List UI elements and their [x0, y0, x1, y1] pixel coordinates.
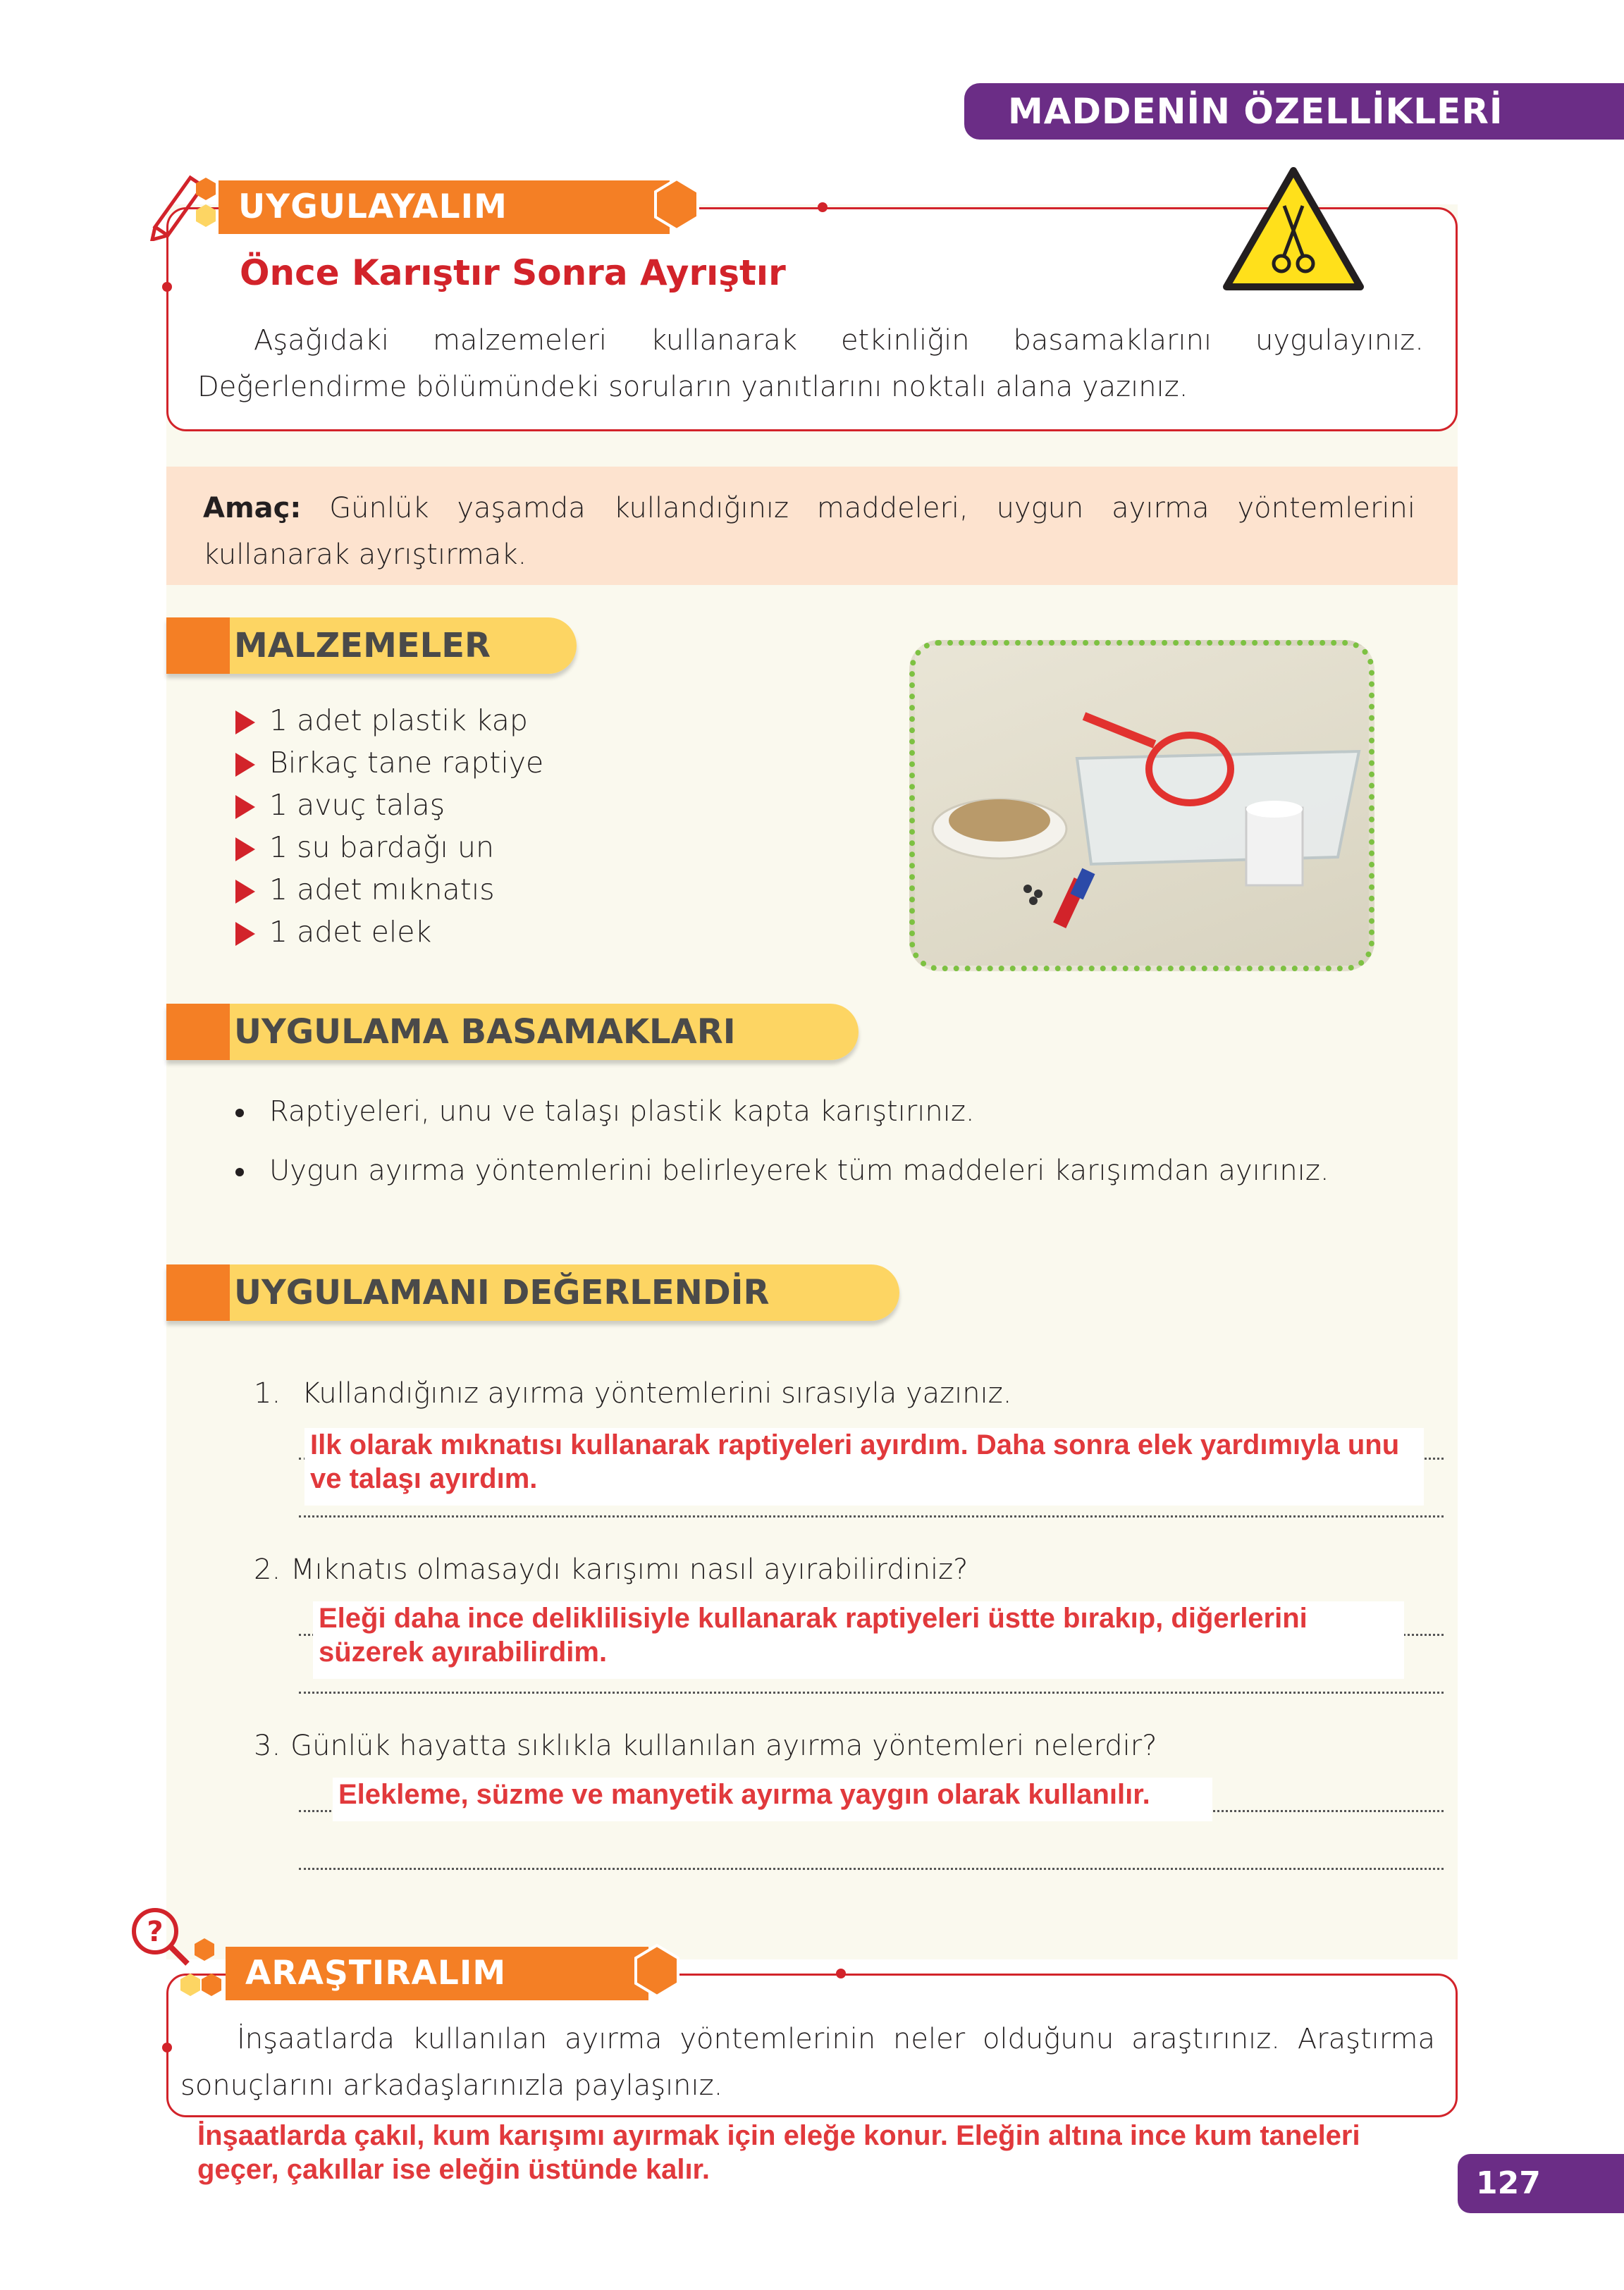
materials-illustration — [915, 646, 1369, 966]
answer-2: Eleği daha ince deliklilisiyle kullanarak raptiyeleri üstte bırakıp, diğerlerini süzerek ayırabilirdim. — [313, 1601, 1404, 1679]
frame-accent-dot — [162, 2043, 172, 2052]
malzemeler-heading-label: MALZEMELER — [234, 626, 491, 665]
arastiralim-ribbon: ARAŞTIRALIM — [226, 1947, 648, 2000]
triangle-bullet-icon — [235, 795, 255, 819]
question-number: 2. — [254, 1553, 281, 1586]
triangle-bullet-icon — [235, 880, 255, 904]
arastiralim-text: İnşaatlarda kullanılan ayırma yöntemlerinin neler olduğunu araştırınız. Araştırma sonuçlarını arkadaşlarınızla paylaşınız. — [180, 2023, 1435, 2102]
list-item: Uygun ayırma yöntemlerini belirleyerek tüm maddeleri karışımdan ayırınız. — [235, 1147, 1329, 1194]
list-item: 1 avuç talaş — [235, 784, 543, 826]
page-number: 127 — [1458, 2154, 1624, 2213]
answer-line — [299, 1515, 1444, 1518]
list-item: Birkaç tane raptiye — [235, 741, 543, 784]
frame-accent-dot — [818, 202, 828, 212]
question-number: 3. — [254, 1730, 281, 1762]
degerlendir-heading-label: UYGULAMANI DEĞERLENDİR — [234, 1273, 770, 1312]
question-magnifier-icon — [127, 1903, 233, 2002]
triangle-bullet-icon — [235, 753, 255, 777]
bullet-icon — [235, 1109, 244, 1117]
list-item: 1 su bardağı un — [235, 826, 543, 868]
triangle-bullet-icon — [235, 710, 255, 734]
uygulayalim-ribbon: UYGULAYALIM — [219, 180, 670, 234]
amac-text: Günlük yaşamda kullandığınız maddeleri, uygun ayırma yöntemlerini kullanarak ayrıştırmak. — [203, 492, 1415, 571]
list-item: 1 adet elek — [235, 911, 543, 953]
activity-title: Önce Karıştır Sonra Ayrıştır — [240, 252, 786, 293]
svg-text:?: ? — [147, 1916, 164, 1948]
pencil-hexagon-icon — [141, 164, 226, 241]
hexagon-decoration-icon — [629, 1941, 685, 2006]
degerlendir-heading — [166, 1264, 899, 1321]
frame-accent-dot — [162, 282, 172, 292]
arastiralim-answer: İnşaatlarda çakıl, kum karışımı ayırmak için eleğe konur. Eleğin altına ince kum taneleri geçer, çakıllar ise eleğin üstünde kalır. — [192, 2119, 1424, 2192]
scissors-warning-icon — [1219, 164, 1367, 297]
malzemeler-list — [235, 699, 543, 953]
triangle-bullet-icon — [235, 837, 255, 861]
malzemeler-heading — [166, 617, 577, 674]
answer-line — [299, 1868, 1444, 1870]
list-item: 1 adet plastik kap — [235, 699, 543, 741]
answer-3: Elekleme, süzme ve manyetik ayırma yaygın olarak kullanılır. — [333, 1778, 1212, 1821]
question-3 — [254, 1723, 1157, 1769]
answer-line — [299, 1692, 1444, 1694]
question-number: 1. — [254, 1377, 281, 1410]
question-1 — [254, 1370, 1011, 1417]
list-item: Raptiyeleri, unu ve talaşı plastik kapta karıştırınız. — [235, 1088, 975, 1135]
list-item: 1 adet mıknatıs — [235, 868, 543, 911]
basamaklar-heading — [166, 1004, 859, 1060]
question-2 — [254, 1546, 968, 1593]
amac-text-block — [203, 485, 1415, 578]
activity-intro: Aşağıdaki malzemeleri kullanarak etkinliğin basamaklarını uygulayınız. Değerlendirme bölümündeki soruların yanıtlarını noktalı alana yazınız. — [197, 324, 1424, 403]
question-text: Kullandığınız ayırma yöntemlerini sırasıyla yazınız. — [302, 1377, 1012, 1410]
materials-photo — [909, 640, 1374, 971]
question-text: Mıknatıs olmasaydı karışımı nasıl ayırabilirdiniz? — [290, 1553, 968, 1586]
bullet-icon — [235, 1168, 244, 1176]
triangle-bullet-icon — [235, 922, 255, 946]
hexagon-decoration-icon — [648, 175, 705, 240]
answer-1: Ilk olarak mıknatısı kullanarak raptiyeleri ayırdım. Daha sonra elek yardımıyla unu ve talaşı ayırdım. — [304, 1428, 1424, 1506]
question-text: Günlük hayatta sıklıkla kullanılan ayırma yöntemleri nelerdir? — [290, 1730, 1157, 1762]
amac-label: Amaç: — [203, 492, 302, 524]
section-header: MADDENİN ÖZELLİKLERİ — [964, 83, 1624, 140]
frame-accent-dot — [836, 1969, 846, 1978]
basamaklar-heading-label: UYGULAMA BASAMAKLARI — [234, 1012, 736, 1052]
